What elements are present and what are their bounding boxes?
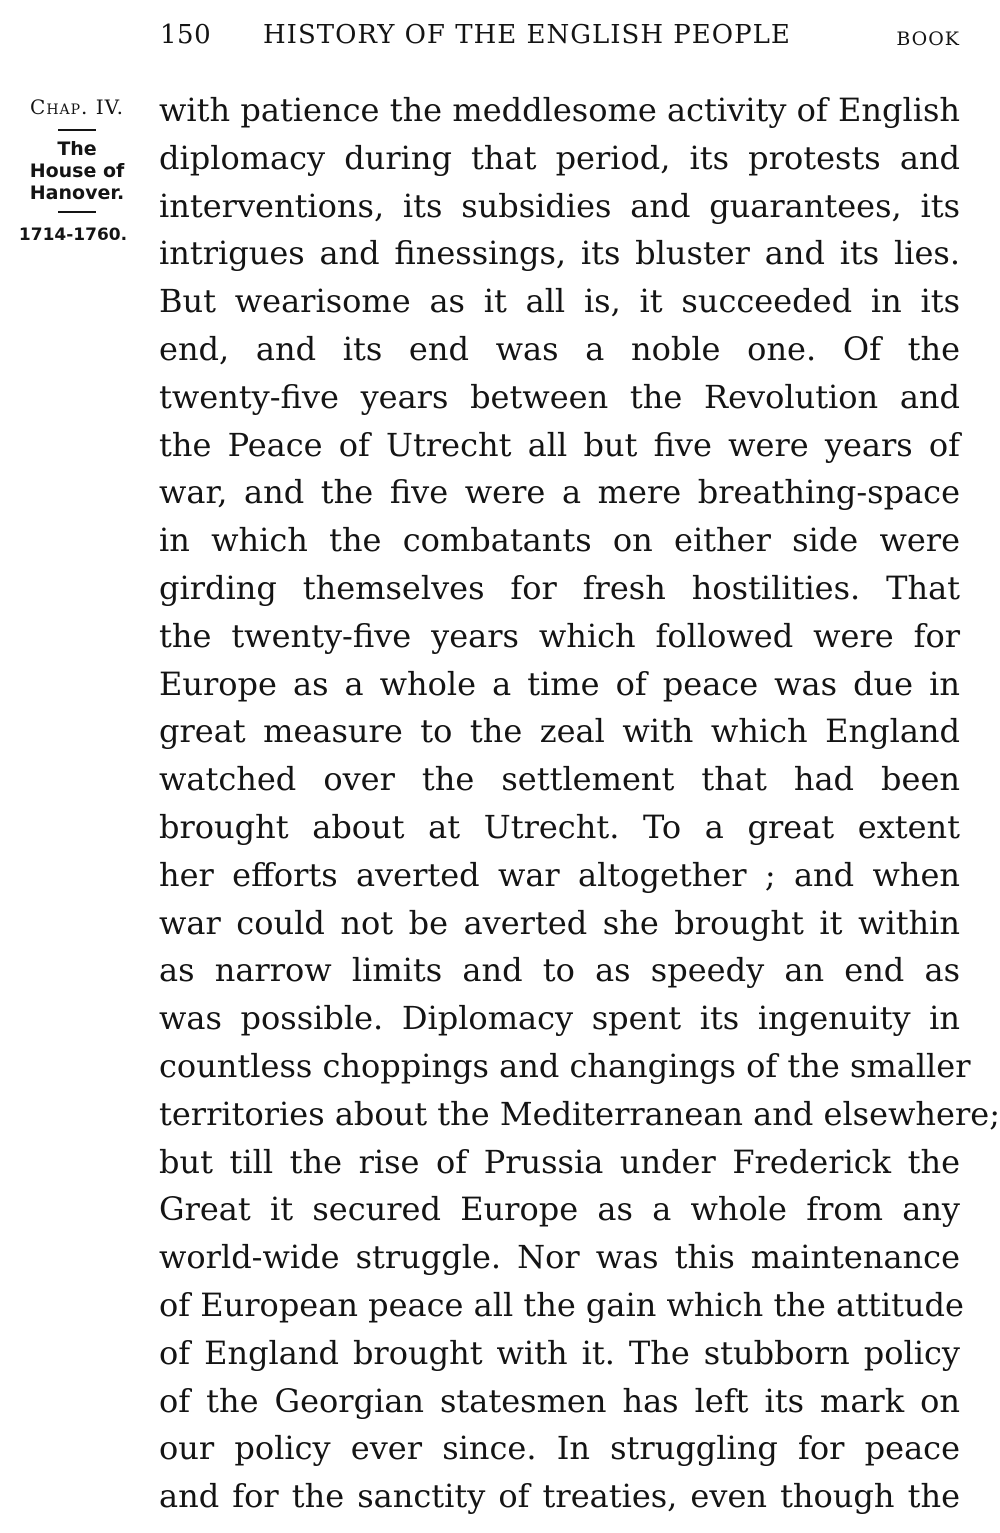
text-line: of England brought with it. The stubborn policy (159, 1333, 960, 1372)
text-line: war could not be averted she brought it within (159, 903, 960, 942)
text-line: brought about at Utrecht. To a great extent (159, 807, 960, 846)
text-line: But wearisome as it all is, it succeeded in its (159, 282, 960, 321)
text-line: Europe as a whole a time of peace was due in (159, 664, 960, 703)
text-line: the Peace of Utrecht all but five were years of (159, 425, 960, 464)
margin-note (18, 92, 136, 250)
text-line: war, and the five were a mere breathing-space (159, 473, 960, 512)
text-line: countless choppings and changings of the smaller (159, 1046, 971, 1085)
text-line: in which the combatants on either side were (159, 521, 960, 560)
divider (58, 211, 96, 213)
text-line: her efforts averted war altogether ; and when (159, 855, 960, 894)
text-line: our policy ever since. In struggling for peace (159, 1429, 960, 1468)
running-title: HISTORY OF THE ENGLISH PEOPLE (263, 20, 791, 50)
text-line: territories about the Mediterranean and elsewhere; (159, 1094, 1000, 1133)
text-line: intrigues and finessings, its bluster and its lies. (159, 234, 960, 273)
body-text (159, 87, 1000, 1521)
text-line: of European peace all the gain which the attitude (159, 1285, 964, 1324)
text-line: watched over the settlement that had been (159, 760, 960, 799)
text-line: diplomacy during that period, its protests and (159, 138, 960, 177)
text-line: Great it secured Europe as a whole from any (159, 1190, 960, 1229)
text-line: but till the rise of Prussia under Frederick the (159, 1142, 960, 1181)
text-line: with patience the meddlesome activity of English (159, 91, 960, 129)
text-line: as narrow limits and to as speedy an end as (159, 951, 960, 990)
divider (58, 129, 96, 131)
date-range: 1714-1760. (18, 225, 128, 245)
text-line: of the Georgian statesmen has left its mark on (159, 1381, 960, 1420)
text-line: end, and its end was a noble one. Of the (159, 329, 960, 368)
text-line: world-wide struggle. Nor was this maintenance (159, 1238, 960, 1277)
page-number: 150 (160, 20, 212, 50)
text-line: and for the sanctity of treaties, even though the (159, 1477, 960, 1516)
section-title: The House of Hanover. (29, 138, 125, 204)
text-line: interventions, its subsidies and guarantees, its (159, 186, 960, 225)
book-label: BOOK (896, 28, 960, 50)
text-line: the twenty-five years which followed were for (159, 616, 960, 655)
text-line: girding themselves for fresh hostilities. That (159, 568, 960, 607)
chapter-label: Chap. IV. (30, 95, 124, 119)
text-line: great measure to the zeal with which England (159, 712, 960, 751)
text-line: was possible. Diplomacy spent its ingenuity in (159, 999, 960, 1038)
text-line: twenty-five years between the Revolution and (159, 377, 960, 416)
page-header (160, 14, 960, 54)
